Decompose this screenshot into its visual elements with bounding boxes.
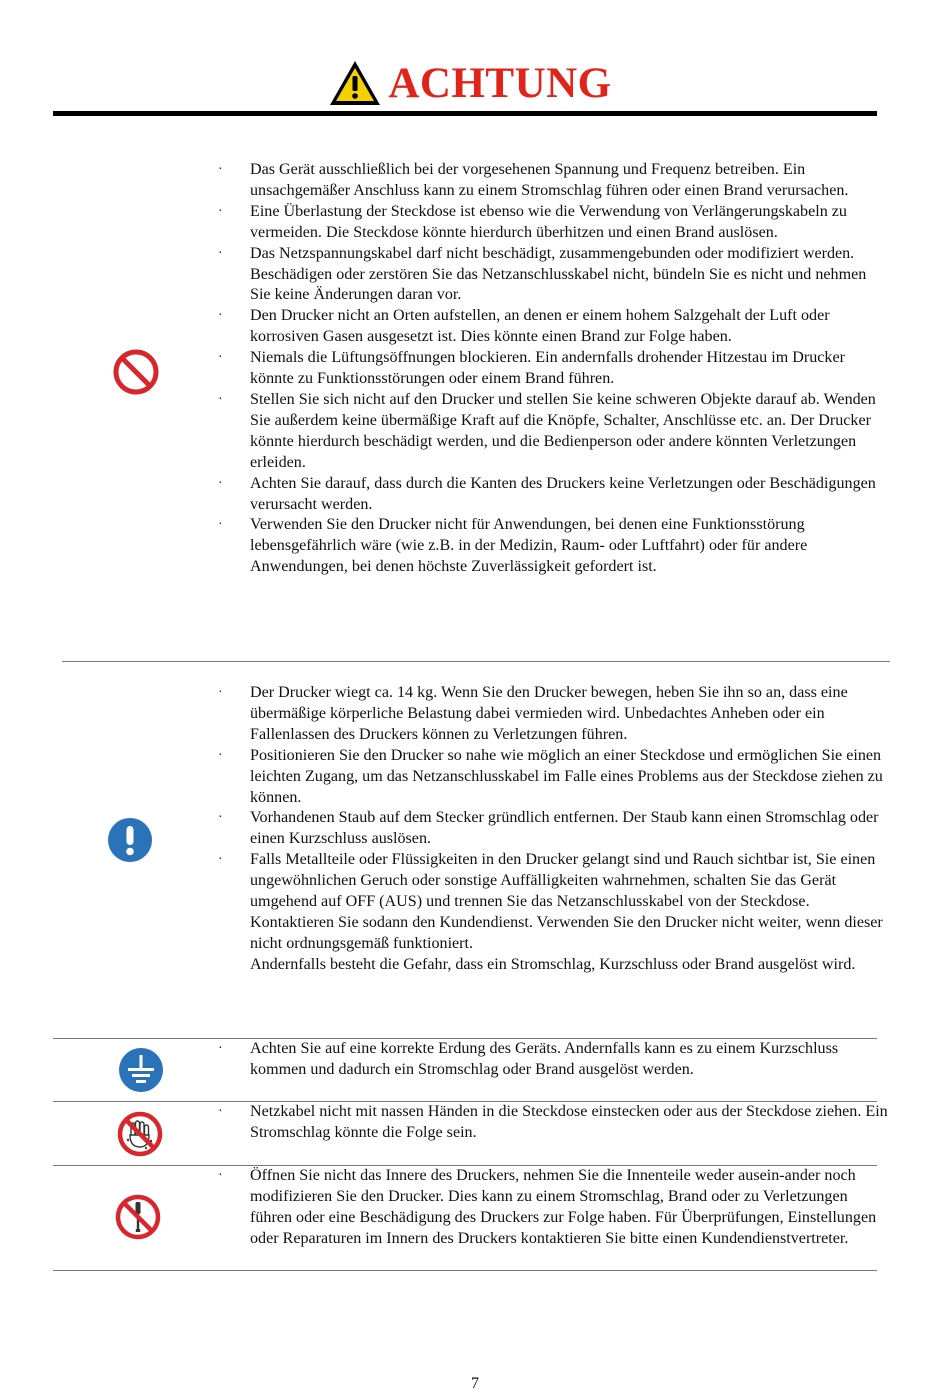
- bullet: ·: [218, 391, 223, 407]
- trailing-paragraph: Andernfalls besteht die Gefahr, dass ein Stromschlag, Kurzschluss oder Brand ausgelöst wird.: [250, 955, 856, 973]
- page-title: ACHTUNG: [388, 59, 612, 107]
- bullet: ·: [218, 203, 223, 219]
- list-item: · Positionieren Sie den Drucker so nahe wie möglich an einer Steckdose und ermöglichen Sie einen leichten Zugang, um das Netzanschlusskabel im Falle eines Problems aus der Steckdose ziehen zu können.: [218, 746, 883, 806]
- list-item: · Vorhandenen Staub auf dem Stecker gründlich entfernen. Der Staub kann einen Stromschlag oder einen Kurzschluss auslösen.: [218, 809, 879, 848]
- bullet: ·: [218, 350, 223, 366]
- list-item: · Falls Metallteile oder Flüssigkeiten in den Drucker gelangt sind und Rauch sichtbar ist, Sie einen ungewöhnlichen Geruch oder sonstige Auffälligkeiten wahrnehmen, schalten Sie das Gerät umgehend auf OFF (AUS) und trennen Sie das Netzanschlusskabel von der Steckdose. Kontaktieren Sie sodann den Kundendienst. Verwenden Sie den Drucker nicht weiter, wenn dieser nicht ordnungsgemäß funktioniert.: [218, 851, 883, 952]
- header-divider: [53, 111, 877, 116]
- page-header: [0, 52, 950, 114]
- bullet: ·: [218, 810, 223, 826]
- bullet: ·: [218, 747, 223, 763]
- section-disassembly-list: [0, 1166, 950, 1250]
- list-item: · Das Netzspannungskabel darf nicht beschädigt, zusammengebunden oder modifiziert werden. Beschädigen oder zerstören Sie das Netzanschlusskabel nicht, bündeln Sie es nicht und nehmen Sie keine Änderungen daran vor.: [218, 244, 867, 304]
- bullet: ·: [218, 308, 223, 324]
- section-wet-hands-list: [0, 1102, 950, 1144]
- list-item: · Öffnen Sie nicht das Innere des Druckers, nehmen Sie die Innenteile weder ausein-ander noch modifizieren Sie den Drucker. Dies kann zu einem Stromschlag, Brand oder zu Verletzungen führen oder eine Beschädigung des Druckers zur Folge haben. Für Überprüfungen, Einstellungen oder Reparaturen im Innern des Druckers kontaktieren Sie bitte einen Kundendienstvertreter.: [218, 1167, 877, 1247]
- list-item: · Stellen Sie sich nicht auf den Drucker und stellen Sie keine schweren Objekte darauf ab. Wenden Sie außerdem keine übermäßige Kraft auf die Knöpfe, Schalter, Anschlüsse etc. an. Der Drucker könnte hierdurch beschädigt werden, und die Bedienperson oder andere könnten Verletzungen erleiden.: [218, 390, 876, 471]
- bullet: ·: [218, 517, 223, 533]
- warning-triangle-icon: [328, 59, 382, 107]
- list-item: · Eine Überlastung der Steckdose ist ebenso wie die Verwendung von Verlängerungskabeln zu vermeiden. Die Steckdose könnte hierdurch überhitzen und einen Brand auslösen.: [218, 202, 847, 241]
- list-item: · Achten Sie darauf, dass durch die Kanten des Druckers keine Verletzungen oder Beschädigungen verursacht werden.: [218, 474, 876, 513]
- list-item: · Achten Sie auf eine korrekte Erdung des Geräts. Andernfalls kann es zu einem Kurzschluss kommen und dadurch ein Stromschlag oder Brand ausgelöst werden.: [218, 1040, 839, 1078]
- section-grounding-list: [0, 1039, 950, 1081]
- list-item: · Den Drucker nicht an Orten aufstellen, an denen er einem hohem Salzgehalt der Luft oder korrosiven Gasen ausgesetzt ist. Dies könnte einen Brand zur Folge haben.: [218, 307, 830, 346]
- section-divider: [62, 661, 890, 662]
- list-item: · Niemals die Lüftungsöffnungen blockieren. Ein andernfalls drohender Hitzestau im Drucker könnte zu Funktionsstörungen oder einem Brand führen.: [218, 349, 845, 388]
- page-number: 7: [471, 1375, 479, 1392]
- list-item: · Der Drucker wiegt ca. 14 kg. Wenn Sie den Drucker bewegen, heben Sie ihn so an, dass eine übermäßige körperliche Belastung dabei vermieden wird. Unbedachtes Anheben oder ein Fallenlassen des Druckers können zu Verletzungen führen.: [218, 684, 848, 743]
- section-prohibitions-list: [0, 160, 950, 578]
- bullet: ·: [218, 162, 223, 177]
- list-item: · Verwenden Sie den Drucker nicht für Anwendungen, bei denen eine Funktionsstörung lebensgefährlich wäre (wie z.B. in der Medizin, Raum- oder Luftfahrt) oder für andere Anwendungen, bei denen höchste Zuverlässigkeit gefordert ist.: [218, 516, 808, 576]
- section-divider: [53, 1270, 877, 1271]
- bullet: ·: [218, 685, 223, 700]
- list-item: · Netzkabel nicht mit nassen Händen in die Steckdose einstecken oder aus der Steckdose ziehen. Ein Stromschlag könnte die Folge sein.: [218, 1103, 888, 1141]
- bullet: ·: [218, 1168, 223, 1183]
- bullet: ·: [218, 852, 223, 868]
- section-mandatory-list: [0, 683, 950, 976]
- bullet: ·: [218, 1041, 223, 1056]
- list-item: · Das Gerät ausschließlich bei der vorgesehenen Spannung und Frequenz betreiben. Ein unsachgemäßer Anschluss kann zu einem Stromschlag führen oder einen Brand verursachen.: [218, 161, 849, 199]
- bullet: ·: [218, 1104, 223, 1119]
- bullet: ·: [218, 245, 223, 261]
- bullet: ·: [218, 475, 223, 491]
